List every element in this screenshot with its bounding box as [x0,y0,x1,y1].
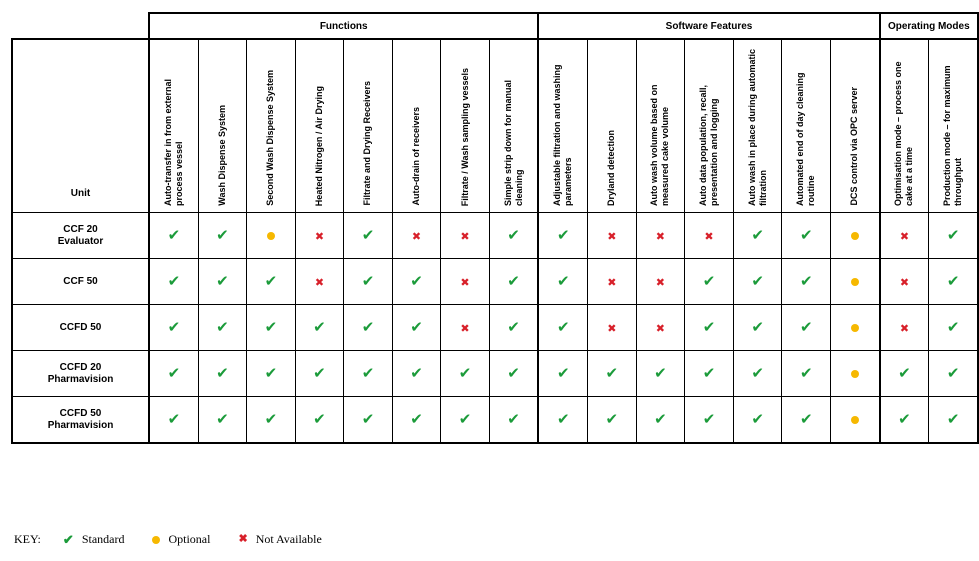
table-row [12,305,978,351]
status-cell [149,213,198,259]
unit-name-line: CCFD 50 [59,407,102,419]
unit-name-line: Pharmavision [47,373,114,385]
check-icon: ✔ [898,364,911,382]
status-cell [149,305,198,351]
table-row [12,213,978,259]
status-cell [782,397,831,444]
column-header-label: Heated Nitrogen / Air Drying [313,85,324,206]
dot-icon [851,416,859,424]
check-icon: ✔ [946,272,960,290]
column-header [588,39,637,213]
status-cell [344,259,393,305]
status-cell [247,213,296,259]
check-icon: ✔ [458,364,472,382]
group-header: Functions [149,13,538,39]
status-cell [636,397,685,444]
column-header-label: Auto data population, recall, presentation and logging [698,84,720,206]
column-header-label: Filtrate / Wash sampling vessels [459,67,470,206]
status-cell [929,305,978,351]
unit-name-line: CCFD 50 [59,321,102,333]
check-icon: ✔ [167,226,181,244]
dot-icon [851,324,859,332]
dot-icon [152,536,160,544]
key-legend [14,532,350,547]
status-cell [733,305,782,351]
table-row [12,351,978,397]
check-icon: ✔ [410,410,423,428]
check-icon: ✔ [167,364,181,382]
check-icon: ✔ [605,410,619,428]
cross-icon: ✖ [899,230,910,243]
unit-cell [12,397,149,444]
check-icon: ✔ [800,272,813,290]
status-cell [441,213,490,259]
table-row [12,259,978,305]
unit-cell [12,351,149,397]
status-cell [929,397,978,444]
column-header [733,39,782,213]
check-icon: ✔ [654,410,667,428]
column-header-label: Dryland detection [606,129,617,206]
column-header [929,39,978,213]
check-icon: ✔ [556,272,570,290]
status-cell [831,397,880,444]
status-cell [198,305,247,351]
check-icon: ✔ [800,364,813,382]
check-icon: ✔ [167,272,181,290]
status-cell [929,351,978,397]
status-cell [392,397,441,444]
key-item [238,532,321,547]
unit-cell [12,213,149,259]
key-label: KEY: [14,532,41,546]
status-cell [198,397,247,444]
check-icon: ✔ [702,410,716,428]
status-cell [247,397,296,444]
column-header-row [12,39,978,213]
status-cell [880,305,929,351]
dot-icon [267,232,275,240]
status-cell [685,397,734,444]
status-cell [782,259,831,305]
status-cell [880,213,929,259]
status-cell [392,213,441,259]
check-icon: ✔ [654,364,667,382]
status-cell [441,351,490,397]
status-cell [733,397,782,444]
status-cell [588,351,637,397]
status-cell [636,351,685,397]
check-icon: ✔ [751,364,764,382]
status-cell [489,213,538,259]
check-icon: ✔ [946,410,960,428]
column-header [295,39,344,213]
status-cell [247,259,296,305]
table-row [12,397,978,444]
cross-icon: ✖ [460,230,470,243]
key-item [63,532,125,547]
cross-icon: ✖ [607,322,617,335]
check-icon: ✔ [898,410,911,428]
check-icon: ✔ [507,226,520,244]
column-header-label: Production mode – for maximum throughput [942,65,964,206]
check-icon: ✔ [800,318,813,336]
check-icon: ✔ [556,226,570,244]
cross-icon: ✖ [704,230,714,243]
column-header-label: Auto wash in place during automatic filtration [746,48,768,206]
column-header [489,39,538,213]
status-cell [733,259,782,305]
check-icon: ✔ [167,318,181,336]
check-icon: ✔ [264,272,278,290]
unit-cell [12,259,149,305]
group-header-row [12,13,978,39]
unit-name-line: CCFD 20 [59,361,102,373]
check-icon: ✔ [605,364,619,382]
column-header [247,39,296,213]
cross-icon: ✖ [607,276,617,289]
check-icon: ✔ [946,364,960,382]
check-icon: ✔ [313,364,326,382]
column-header [782,39,831,213]
status-cell [295,397,344,444]
check-icon: ✔ [556,410,570,428]
status-cell [441,305,490,351]
group-header: Software Features [538,13,879,39]
column-header [538,39,587,213]
status-cell [149,259,198,305]
check-icon: ✔ [751,272,764,290]
check-icon: ✔ [62,532,74,547]
unit-name-line: Evaluator [57,235,104,247]
status-cell [344,397,393,444]
status-cell [295,351,344,397]
cross-icon: ✖ [314,230,325,243]
matrix-body [12,213,978,444]
column-header [685,39,734,213]
column-header-label: Auto-drain of receivers [410,107,421,206]
column-header-label: Optimisation mode – process one cake at a time [893,61,915,206]
cross-icon: ✖ [655,276,665,289]
check-icon: ✔ [361,364,375,382]
status-cell [733,213,782,259]
column-header-label: Adjustable filtration and washing parameters [552,64,574,206]
check-icon: ✔ [361,272,375,290]
status-cell [295,305,344,351]
status-cell [538,305,587,351]
check-icon: ✔ [507,318,520,336]
status-cell [392,351,441,397]
status-cell [149,351,198,397]
check-icon: ✔ [800,226,813,244]
check-icon: ✔ [361,410,375,428]
status-cell [198,351,247,397]
check-icon: ✔ [361,318,375,336]
status-cell [149,397,198,444]
cross-icon: ✖ [899,276,910,289]
status-cell [782,305,831,351]
column-header-label: DCS control via OPC server [849,87,860,206]
cross-icon: ✖ [314,276,325,289]
check-icon: ✔ [216,318,229,336]
cross-icon: ✖ [655,322,665,335]
check-icon: ✔ [264,410,278,428]
status-cell [831,259,880,305]
status-cell [295,259,344,305]
check-icon: ✔ [800,410,813,428]
status-cell [588,259,637,305]
check-icon: ✔ [216,364,229,382]
check-icon: ✔ [313,410,326,428]
status-cell [247,351,296,397]
status-cell [538,259,587,305]
check-icon: ✔ [361,226,375,244]
check-icon: ✔ [702,318,716,336]
key-item-label: Optional [168,532,211,546]
status-cell [636,213,685,259]
key-item-label: Not Available [255,532,322,546]
check-icon: ✔ [216,272,229,290]
status-cell [198,213,247,259]
status-cell [929,213,978,259]
status-cell [782,351,831,397]
status-cell [295,213,344,259]
column-header-label: Automated end of day cleaning routine [795,72,817,206]
check-icon: ✔ [946,318,960,336]
status-cell [489,305,538,351]
check-icon: ✔ [458,410,472,428]
dot-icon [851,278,859,286]
status-cell [685,259,734,305]
check-icon: ✔ [264,318,278,336]
check-icon: ✔ [702,272,716,290]
unit-column-header: Unit [12,39,149,213]
dot-icon [851,370,859,378]
group-header: Operating Modes [880,13,978,39]
status-cell [441,259,490,305]
status-cell [489,259,538,305]
status-cell [831,305,880,351]
unit-cell [12,305,149,351]
check-icon: ✔ [216,226,229,244]
status-cell [880,397,929,444]
status-cell [636,259,685,305]
cross-icon: ✖ [411,230,422,243]
check-icon: ✔ [313,318,326,336]
status-cell [392,305,441,351]
column-header-label: Wash Dispense System [216,105,227,206]
column-header-label: Auto wash volume based on measured cake volume [649,84,671,206]
unit-name-line: CCF 50 [63,275,98,287]
status-cell [489,351,538,397]
column-header [831,39,880,213]
corner-blank [12,13,149,39]
status-cell [392,259,441,305]
cross-icon: ✖ [460,276,470,289]
check-icon: ✔ [410,272,423,290]
key-item-label: Standard [81,532,125,546]
cross-icon: ✖ [460,322,470,335]
check-icon: ✔ [216,410,229,428]
column-header [149,39,198,213]
cross-icon: ✖ [238,533,248,545]
status-cell [441,397,490,444]
column-header [880,39,929,213]
column-header [392,39,441,213]
check-icon: ✔ [751,318,764,336]
column-header [198,39,247,213]
status-cell [880,259,929,305]
check-icon: ✔ [167,410,181,428]
status-cell [247,305,296,351]
check-icon: ✔ [507,272,520,290]
unit-name-line: CCF 20 [63,223,98,235]
check-icon: ✔ [410,318,423,336]
check-icon: ✔ [946,226,960,244]
column-header-label: Auto-transfer in from external process vessel [162,78,184,206]
cross-icon: ✖ [655,230,665,243]
status-cell [344,213,393,259]
check-icon: ✔ [264,364,278,382]
status-cell [685,305,734,351]
status-cell [198,259,247,305]
status-cell [782,213,831,259]
check-icon: ✔ [751,410,764,428]
dot-icon [851,232,859,240]
check-icon: ✔ [507,410,520,428]
status-cell [685,351,734,397]
status-cell [685,213,734,259]
check-icon: ✔ [751,226,764,244]
status-cell [588,305,637,351]
status-cell [929,259,978,305]
status-cell [636,305,685,351]
status-cell [538,351,587,397]
column-header-label: Filtrate and Drying Receivers [362,81,373,206]
check-icon: ✔ [702,364,716,382]
column-header-label: Second Wash Dispense System [265,70,276,206]
check-icon: ✔ [556,318,570,336]
feature-matrix [11,12,979,444]
status-cell [588,397,637,444]
cross-icon: ✖ [607,230,617,243]
key-item [152,532,210,547]
status-cell [538,213,587,259]
status-cell [733,351,782,397]
check-icon: ✔ [556,364,570,382]
status-cell [344,305,393,351]
check-icon: ✔ [507,364,520,382]
column-header [344,39,393,213]
status-cell [489,397,538,444]
cross-icon: ✖ [899,322,910,335]
status-cell [831,351,880,397]
status-cell [880,351,929,397]
column-header [441,39,490,213]
status-cell [831,213,880,259]
column-header [636,39,685,213]
check-icon: ✔ [410,364,423,382]
status-cell [588,213,637,259]
status-cell [344,351,393,397]
unit-name-line: Pharmavision [47,419,114,431]
column-header-label: Simple strip down for manual cleaning [502,79,524,206]
status-cell [538,397,587,444]
